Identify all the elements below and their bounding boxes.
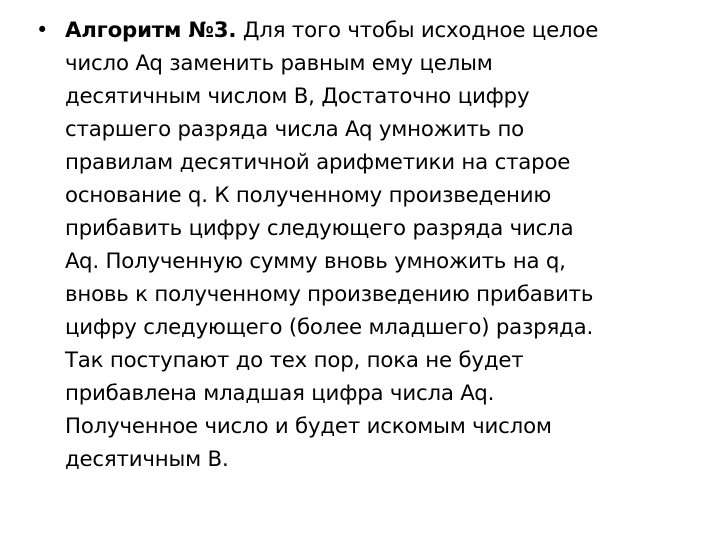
text-line-8: Aq. Полученную сумму вновь умножить на q, bbox=[65, 249, 566, 274]
text-line-1 bbox=[65, 14, 686, 47]
text-line-2: число Aq заменить равным ему целым bbox=[65, 51, 493, 76]
text-line-4: старшего разряда числа Aq умножить по bbox=[65, 117, 525, 142]
bullet-item bbox=[36, 14, 686, 476]
text-line-12: прибавлена младшая цифра числа Aq. bbox=[65, 381, 495, 406]
text-line-1-rest: Для того чтобы исходное целое bbox=[236, 18, 599, 43]
text-line-10: цифру следующего (более младшего) разряда. bbox=[65, 315, 594, 340]
text-line-11: Так поступают до тех пор, пока не будет bbox=[65, 348, 524, 373]
text-line-13: Полученное число и будет искомым числом bbox=[65, 414, 552, 439]
text-line-9: вновь к полученному произведению прибавить bbox=[65, 282, 594, 307]
text-line-3: десятичным числом B, Достаточно цифру bbox=[65, 84, 530, 109]
text-line-5: правилам десятичной арифметики на старое bbox=[65, 150, 571, 175]
text-line-14: десятичным B. bbox=[65, 447, 229, 472]
bullet-text bbox=[65, 14, 686, 476]
text-line-6: основание q. К полученному произведению bbox=[65, 183, 552, 208]
bullet-icon: • bbox=[36, 18, 49, 42]
text-line-7: прибавить цифру следующего разряда числа bbox=[65, 216, 574, 241]
algorithm-title: Алгоритм №3. bbox=[65, 18, 237, 43]
